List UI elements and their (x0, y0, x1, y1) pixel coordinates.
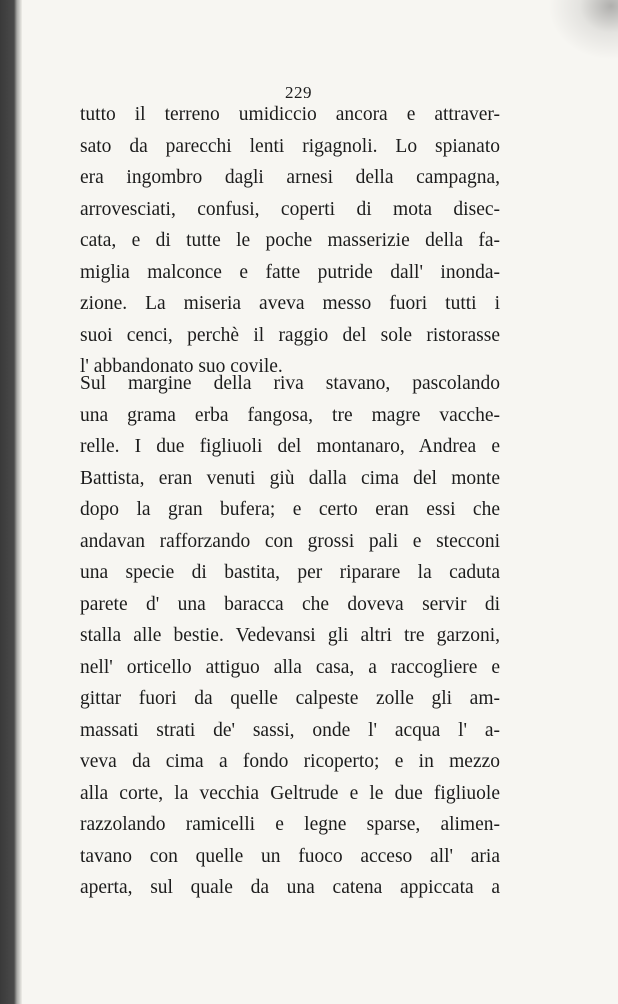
book-spine-shadow (0, 0, 22, 1004)
text-line: una grama erba fangosa, tre magre vacche- (80, 404, 500, 426)
text-line: era ingombro dagli arnesi della campagna, (80, 167, 500, 188)
text-line: veva da cima a fondo ricoperto; e in mezzo (80, 751, 500, 772)
page-number: 229 (285, 83, 312, 102)
text-line: suoi cenci, perchè il raggio del sole ristorasse (80, 324, 500, 346)
text-line: alla corte, la vecchia Geltrude e le due figliuole (80, 782, 500, 804)
text-line: zione. La miseria aveva messo fuori tutti i (80, 293, 500, 314)
text-line: tutto il terreno umidiccio ancora e attraver- (80, 104, 500, 125)
text-line: arrovesciati, confusi, coperti di mota disec- (80, 198, 500, 220)
paragraph-2 (80, 368, 500, 904)
text-line: aperta, sul quale da una catena appiccata a (80, 877, 500, 898)
text-line: andavan rafforzando con grossi pali e stecconi (80, 530, 500, 552)
paragraph-1 (80, 99, 500, 383)
text-line: dopo la gran bufera; e certo eran essi che (80, 499, 500, 520)
text-line: nell' orticello attiguo alla casa, a raccogliere e (80, 656, 500, 678)
text-line: cata, e di tutte le poche masserizie della fa- (80, 230, 500, 251)
text-line: miglia malconce e fatte putride dall' inonda- (80, 261, 500, 283)
text-line: parete d' una baracca che doveva servir di (80, 593, 500, 615)
text-line: tavano con quelle un fuoco acceso all' aria (80, 845, 500, 867)
text-line: razzolando ramicelli e legne sparse, alimen- (80, 814, 500, 835)
text-line: massati strati de' sassi, onde l' acqua l' a- (80, 719, 500, 741)
text-line: l' abbandonato suo covile. (80, 356, 283, 377)
text-line: sato da parecchi lenti rigagnoli. Lo spianato (80, 135, 500, 157)
text-line: Battista, eran venuti giù dalla cima del monte (80, 467, 500, 489)
text-line: stalla alle bestie. Vedevansi gli altri tre garzoni, (80, 625, 500, 646)
text-line: relle. I due figliuoli del montanaro, Andrea e (80, 436, 500, 457)
page-stain (548, 0, 618, 60)
text-line: Sul margine della riva stavano, pascolando (80, 373, 500, 394)
text-line: una specie di bastita, per riparare la caduta (80, 562, 500, 583)
text-line: gittar fuori da quelle calpeste zolle gli am- (80, 688, 500, 709)
